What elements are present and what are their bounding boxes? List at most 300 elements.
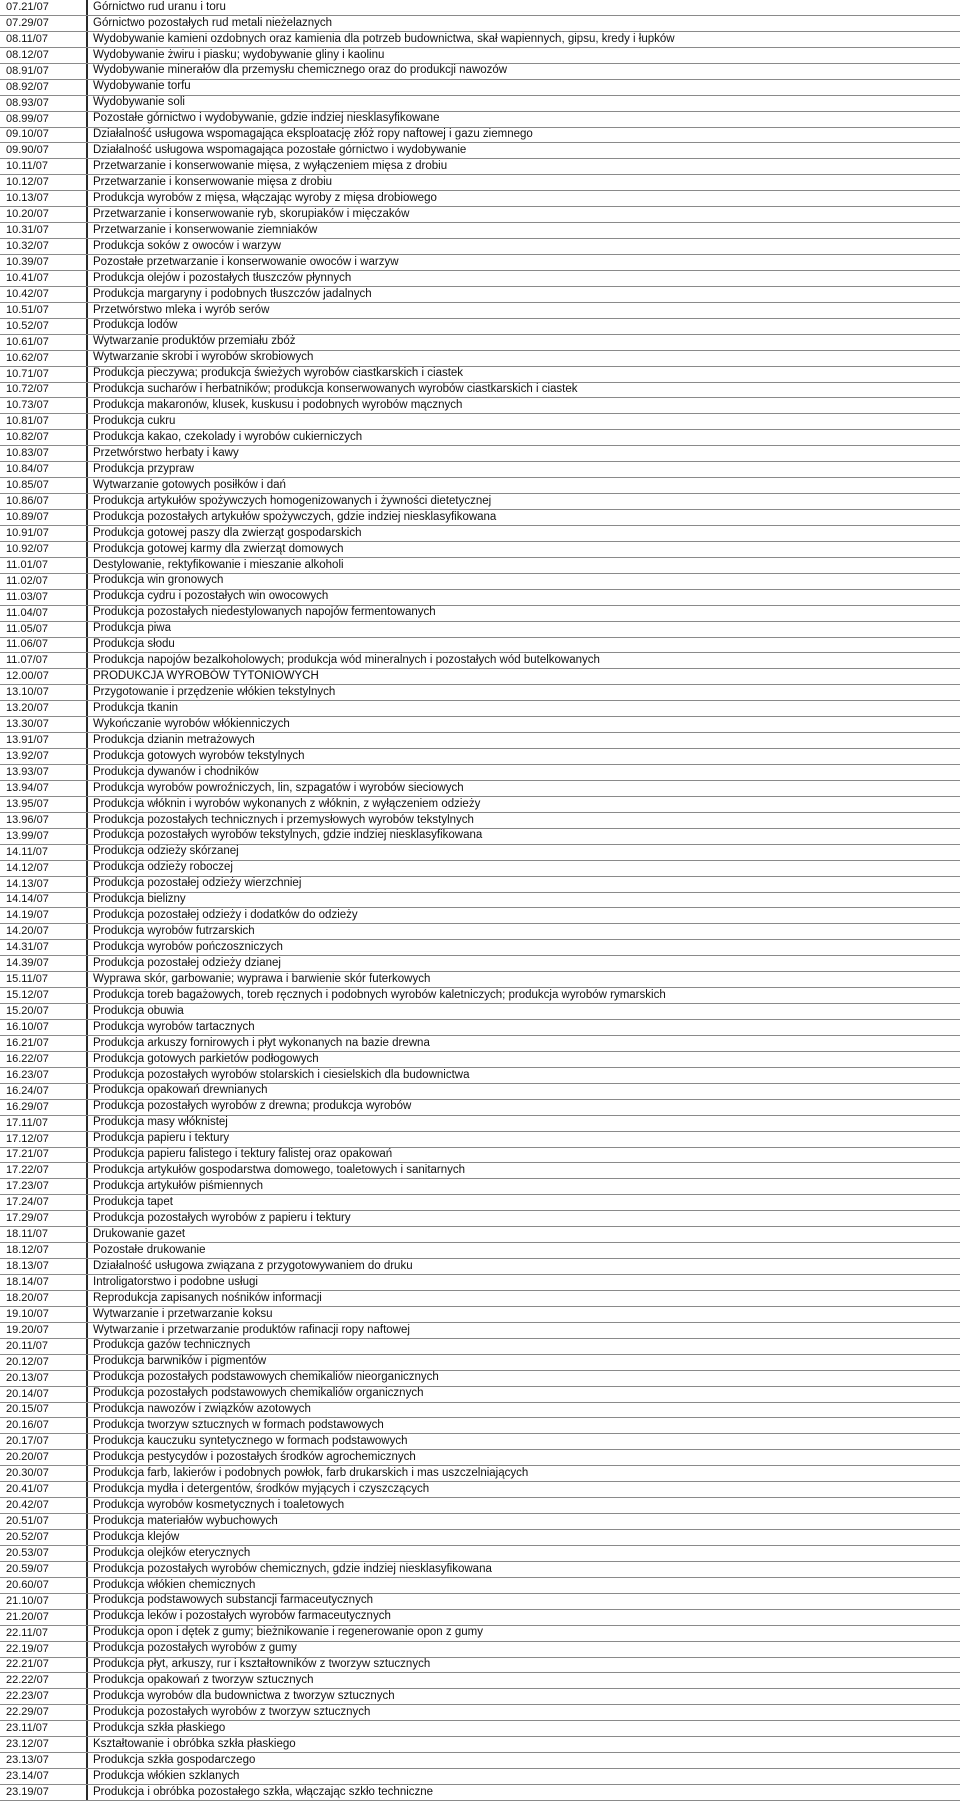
activity-name-cell: Działalność usługowa wspomagająca eksploatację złóż ropy naftowej i gazu ziemnego xyxy=(93,128,533,141)
table-row xyxy=(0,96,960,112)
table-row xyxy=(0,1769,960,1785)
activity-name-cell: Produkcja gotowej karmy dla zwierząt domowych xyxy=(93,542,344,555)
activity-code-cell: 20.14/07 xyxy=(0,1387,88,1402)
activity-name-cell: Produkcja pozostałych wyrobów z drewna; produkcja wyrobów xyxy=(93,1100,412,1113)
activity-name-cell: Produkcja wyrobów futrzarskich xyxy=(93,925,255,938)
activity-name-cell: Produkcja pozostałych wyrobów z tworzyw sztucznych xyxy=(93,1706,371,1719)
table-row xyxy=(0,1785,960,1801)
activity-code-cell: 21.20/07 xyxy=(0,1610,88,1625)
table-row xyxy=(0,797,960,813)
activity-code-cell: 20.13/07 xyxy=(0,1371,88,1386)
activity-name-cell: Produkcja gazów technicznych xyxy=(93,1339,251,1352)
activity-name-cell: Wydobywanie kamieni ozdobnych oraz kamienia dla potrzeb budownictwa, skał wapiennych, gipsu, kredy i łupków xyxy=(93,32,675,45)
activity-code-cell: 20.16/07 xyxy=(0,1418,88,1433)
table-row xyxy=(0,590,960,606)
activity-code-cell: 14.20/07 xyxy=(0,924,88,939)
activity-code-cell: 08.92/07 xyxy=(0,80,88,95)
activity-code-cell: 10.32/07 xyxy=(0,239,88,254)
activity-name-cell: Wytwarzanie produktów przemiału zbóż xyxy=(93,335,296,348)
table-row xyxy=(0,1227,960,1243)
activity-code-cell: 14.11/07 xyxy=(0,845,88,860)
table-row xyxy=(0,1626,960,1642)
activity-name-cell: Produkcja opakowań drewnianych xyxy=(93,1084,268,1097)
activity-code-cell: 18.13/07 xyxy=(0,1259,88,1274)
table-row xyxy=(0,128,960,144)
activity-name-cell: Pozostałe drukowanie xyxy=(93,1243,206,1256)
activity-name-cell: Produkcja wyrobów pończoszniczych xyxy=(93,941,283,954)
activity-name-cell: Produkcja tapet xyxy=(93,1196,173,1209)
activity-code-cell: 23.19/07 xyxy=(0,1785,88,1800)
activity-name-cell: Produkcja szkła gospodarczego xyxy=(93,1753,256,1766)
activity-name-cell: Produkcja tworzyw sztucznych w formach podstawowych xyxy=(93,1419,384,1432)
activity-code-cell: 10.91/07 xyxy=(0,526,88,541)
table-row xyxy=(0,303,960,319)
activity-name-cell: Produkcja farb, lakierów i podobnych powłok, farb drukarskich i mas uszczelniających xyxy=(93,1466,529,1479)
activity-name-cell: Produkcja dzianin metrażowych xyxy=(93,733,255,746)
table-row xyxy=(0,669,960,685)
activity-code-cell: 09.10/07 xyxy=(0,128,88,143)
activity-name-cell: Produkcja pestycydów i pozostałych środków agrochemicznych xyxy=(93,1451,416,1464)
activity-code-cell: 10.84/07 xyxy=(0,462,88,477)
activity-name-cell: Produkcja wyrobów tartacznych xyxy=(93,1020,255,1033)
activity-code-cell: 14.14/07 xyxy=(0,893,88,908)
activity-code-cell: 14.31/07 xyxy=(0,940,88,955)
table-row xyxy=(0,446,960,462)
table-row xyxy=(0,239,960,255)
activity-code-cell: 18.12/07 xyxy=(0,1243,88,1258)
table-row xyxy=(0,701,960,717)
activity-code-cell: 10.13/07 xyxy=(0,191,88,206)
activity-code-cell: 16.22/07 xyxy=(0,1052,88,1067)
activity-code-cell: 13.95/07 xyxy=(0,797,88,812)
table-row xyxy=(0,1259,960,1275)
table-row xyxy=(0,1642,960,1658)
table-row xyxy=(0,1004,960,1020)
activity-code-cell: 10.52/07 xyxy=(0,319,88,334)
activity-name-cell: Produkcja opakowań z tworzyw sztucznych xyxy=(93,1674,314,1687)
table-row xyxy=(0,1562,960,1578)
activity-name-cell: Produkcja sucharów i herbatników; produkcja konserwowanych wyrobów ciastkarskich i ciastek xyxy=(93,383,578,396)
table-row xyxy=(0,1179,960,1195)
table-row xyxy=(0,510,960,526)
activity-code-cell: 10.83/07 xyxy=(0,446,88,461)
table-row xyxy=(0,988,960,1004)
activity-code-cell: 23.12/07 xyxy=(0,1737,88,1752)
activity-code-cell: 20.51/07 xyxy=(0,1514,88,1529)
table-row xyxy=(0,1498,960,1514)
activity-name-cell: Produkcja pozostałej odzieży i dodatków do odzieży xyxy=(93,909,358,922)
activity-code-cell: 23.14/07 xyxy=(0,1769,88,1784)
table-row xyxy=(0,1307,960,1323)
activity-code-cell: 10.20/07 xyxy=(0,207,88,222)
activity-code-cell: 13.92/07 xyxy=(0,749,88,764)
table-row xyxy=(0,64,960,80)
table-row xyxy=(0,1721,960,1737)
activity-name-cell: Produkcja piwa xyxy=(93,622,171,635)
table-row xyxy=(0,1148,960,1164)
activity-name-cell: Produkcja papieru i tektury xyxy=(93,1132,230,1145)
activity-code-cell: 10.92/07 xyxy=(0,542,88,557)
activity-name-cell: Wytwarzanie i przetwarzanie produktów rafinacji ropy naftowej xyxy=(93,1323,410,1336)
activity-code-cell: 22.21/07 xyxy=(0,1658,88,1673)
activity-name-cell: Górnictwo rud uranu i toru xyxy=(93,0,226,13)
table-row xyxy=(0,287,960,303)
table-row xyxy=(0,335,960,351)
table-row xyxy=(0,1610,960,1626)
activity-code-cell: 14.12/07 xyxy=(0,861,88,876)
activity-code-cell: 20.20/07 xyxy=(0,1450,88,1465)
table-row xyxy=(0,653,960,669)
activity-code-cell: 21.10/07 xyxy=(0,1594,88,1609)
activity-name-cell: Produkcja pozostałych wyrobów z papieru i tektury xyxy=(93,1211,351,1224)
activity-name-cell: Produkcja pieczywa; produkcja świeżych wyrobów ciastkarskich i ciastek xyxy=(93,367,464,380)
activity-code-cell: 22.29/07 xyxy=(0,1705,88,1720)
activity-name-cell: Produkcja materiałów wybuchowych xyxy=(93,1514,278,1527)
activity-code-cell: 20.15/07 xyxy=(0,1403,88,1418)
activity-code-cell: 11.01/07 xyxy=(0,558,88,573)
table-row xyxy=(0,1163,960,1179)
table-row xyxy=(0,32,960,48)
activity-name-cell: Introligatorstwo i podobne usługi xyxy=(93,1275,258,1288)
table-row xyxy=(0,1673,960,1689)
activity-name-cell: Produkcja kauczuku syntetycznego w formach podstawowych xyxy=(93,1435,408,1448)
table-row xyxy=(0,638,960,654)
table-row xyxy=(0,319,960,335)
activity-name-cell: Destylowanie, rektyfikowanie i mieszanie alkoholi xyxy=(93,558,344,571)
activity-name-cell: Produkcja barwników i pigmentów xyxy=(93,1355,267,1368)
table-row xyxy=(0,781,960,797)
activity-code-cell: 13.94/07 xyxy=(0,781,88,796)
activity-name-cell: Produkcja pozostałych technicznych i przemysłowych wyrobów tekstylnych xyxy=(93,813,474,826)
table-row xyxy=(0,1482,960,1498)
table-row xyxy=(0,829,960,845)
activity-name-cell: Produkcja tkanin xyxy=(93,701,179,714)
activity-code-cell: 14.13/07 xyxy=(0,877,88,892)
activity-name-cell: Produkcja lodów xyxy=(93,319,178,332)
table-row xyxy=(0,159,960,175)
activity-code-cell: 10.72/07 xyxy=(0,383,88,398)
activity-code-cell: 22.22/07 xyxy=(0,1673,88,1688)
activity-code-cell: 11.05/07 xyxy=(0,622,88,637)
activity-code-cell: 19.10/07 xyxy=(0,1307,88,1322)
activity-name-cell: Wydobywanie torfu xyxy=(93,80,191,93)
table-row xyxy=(0,0,960,16)
activity-name-cell: Przetwarzanie i konserwowanie mięsa z drobiu xyxy=(93,176,333,189)
activity-name-cell: Produkcja płyt, arkuszy, rur i kształtowników z tworzyw sztucznych xyxy=(93,1658,431,1671)
table-row xyxy=(0,1737,960,1753)
activity-code-cell: 10.85/07 xyxy=(0,478,88,493)
table-row xyxy=(0,1514,960,1530)
activity-name-cell: Produkcja olejów i pozostałych tłuszczów płynnych xyxy=(93,271,352,284)
activity-name-cell: Produkcja gotowych parkietów podłogowych xyxy=(93,1052,319,1065)
activity-code-cell: 19.20/07 xyxy=(0,1323,88,1338)
activity-name-cell: Produkcja pozostałych podstawowych chemikaliów nieorganicznych xyxy=(93,1371,439,1384)
table-row xyxy=(0,1546,960,1562)
table-row xyxy=(0,574,960,590)
table-row xyxy=(0,1195,960,1211)
activity-name-cell: Produkcja artykułów piśmiennych xyxy=(93,1180,264,1193)
table-row xyxy=(0,191,960,207)
activity-name-cell: Produkcja klejów xyxy=(93,1530,180,1543)
activity-name-cell: Produkcja cydru i pozostałych win owocowych xyxy=(93,590,329,603)
activity-name-cell: Produkcja pozostałej odzieży wierzchniej xyxy=(93,877,302,890)
table-row xyxy=(0,1339,960,1355)
activity-name-cell: Produkcja wyrobów kosmetycznych i toaletowych xyxy=(93,1498,345,1511)
activity-code-cell: 13.30/07 xyxy=(0,717,88,732)
activity-name-cell: Produkcja pozostałych wyrobów z gumy xyxy=(93,1642,297,1655)
activity-code-cell: 10.61/07 xyxy=(0,335,88,350)
activity-name-cell: Produkcja opon i dętek z gumy; bieżnikowanie i regenerowanie opon z gumy xyxy=(93,1626,483,1639)
activity-code-cell: 10.73/07 xyxy=(0,398,88,413)
activity-name-cell: Produkcja arkuszy fornirowych i płyt wykonanych na bazie drewna xyxy=(93,1036,430,1049)
table-row xyxy=(0,845,960,861)
activity-code-cell: 20.11/07 xyxy=(0,1339,88,1354)
table-row xyxy=(0,175,960,191)
activity-name-cell: Produkcja soków z owoców i warzyw xyxy=(93,239,281,252)
activity-code-cell: 20.12/07 xyxy=(0,1355,88,1370)
table-row xyxy=(0,622,960,638)
activity-name-cell: Produkcja podstawowych substancji farmaceutycznych xyxy=(93,1594,373,1607)
activity-name-cell: Produkcja szkła płaskiego xyxy=(93,1721,226,1734)
table-row xyxy=(0,414,960,430)
activity-code-cell: 20.41/07 xyxy=(0,1482,88,1497)
activity-code-cell: 12.00/07 xyxy=(0,669,88,684)
activity-code-cell: 18.14/07 xyxy=(0,1275,88,1290)
activity-name-cell: Przetwórstwo herbaty i kawy xyxy=(93,446,239,459)
activity-name-cell: Produkcja mydła i detergentów, środków myjących i czyszczących xyxy=(93,1482,430,1495)
activity-code-cell: 20.60/07 xyxy=(0,1578,88,1593)
activity-code-cell: 10.86/07 xyxy=(0,494,88,509)
activity-name-cell: Produkcja pozostałych artykułów spożywczych, gdzie indziej niesklasyfikowana xyxy=(93,510,497,523)
table-row xyxy=(0,255,960,271)
table-row xyxy=(0,908,960,924)
table-row xyxy=(0,606,960,622)
activity-name-cell: Produkcja obuwia xyxy=(93,1004,184,1017)
table-row xyxy=(0,80,960,96)
table-row xyxy=(0,893,960,909)
table-row xyxy=(0,1036,960,1052)
table-row xyxy=(0,749,960,765)
activity-name-cell: Produkcja włóknin i wyrobów wykonanych z włóknin, z wyłączeniem odzieży xyxy=(93,797,481,810)
activity-code-cell: 14.39/07 xyxy=(0,956,88,971)
activity-code-cell: 16.10/07 xyxy=(0,1020,88,1035)
activity-name-cell: Produkcja pozostałych wyrobów chemicznych, gdzie indziej niesklasyfikowana xyxy=(93,1562,492,1575)
activity-name-cell: Produkcja wyrobów powroźniczych, lin, szpagatów i wyrobów sieciowych xyxy=(93,781,464,794)
activity-name-cell: Pozostałe górnictwo i wydobywanie, gdzie indziej niesklasyfikowane xyxy=(93,112,440,125)
activity-code-cell: 17.21/07 xyxy=(0,1148,88,1163)
activity-name-cell: Pozostałe przetwarzanie i konserwowanie owoców i warzyw xyxy=(93,255,399,268)
table-row xyxy=(0,430,960,446)
activity-code-cell: 18.20/07 xyxy=(0,1291,88,1306)
activity-name-cell: Produkcja kakao, czekolady i wyrobów cukierniczych xyxy=(93,431,363,444)
table-row xyxy=(0,16,960,32)
activity-name-cell: Produkcja bielizny xyxy=(93,893,186,906)
activity-code-cell: 18.11/07 xyxy=(0,1227,88,1242)
table-row xyxy=(0,143,960,159)
activity-code-cell: 15.12/07 xyxy=(0,988,88,1003)
table-row xyxy=(0,351,960,367)
activity-code-cell: 15.11/07 xyxy=(0,972,88,987)
activity-code-cell: 16.29/07 xyxy=(0,1100,88,1115)
activity-code-cell: 10.39/07 xyxy=(0,255,88,270)
activity-code-cell: 22.19/07 xyxy=(0,1642,88,1657)
activity-name-cell: Działalność usługowa wspomagająca pozostałe górnictwo i wydobywanie xyxy=(93,144,467,157)
activity-name-cell: Wydobywanie żwiru i piasku; wydobywanie gliny i kaolinu xyxy=(93,48,385,61)
activity-code-cell: 11.02/07 xyxy=(0,574,88,589)
activity-name-cell: Produkcja artykułów gospodarstwa domowego, toaletowych i sanitarnych xyxy=(93,1164,466,1177)
activity-code-cell: 08.91/07 xyxy=(0,64,88,79)
table-row xyxy=(0,1753,960,1769)
activity-code-cell: 08.99/07 xyxy=(0,112,88,127)
activity-name-cell: Przetwarzanie i konserwowanie mięsa, z wyłączeniem mięsa z drobiu xyxy=(93,160,448,173)
activity-code-cell: 09.90/07 xyxy=(0,143,88,158)
activity-name-cell: Produkcja masy włóknistej xyxy=(93,1116,228,1129)
activity-name-cell: Reprodukcja zapisanych nośników informacji xyxy=(93,1291,322,1304)
table-row xyxy=(0,1434,960,1450)
activity-code-cell: 17.11/07 xyxy=(0,1116,88,1131)
activity-code-cell: 17.12/07 xyxy=(0,1132,88,1147)
activity-name-cell: Produkcja włókien chemicznych xyxy=(93,1578,256,1591)
activity-name-cell: Produkcja słodu xyxy=(93,638,175,651)
activity-name-cell: Produkcja wyrobów z mięsa, włączając wyroby z mięsa drobiowego xyxy=(93,191,437,204)
activity-code-cell: 08.11/07 xyxy=(0,32,88,47)
activity-code-cell: 16.24/07 xyxy=(0,1084,88,1099)
activity-name-cell: Produkcja pozostałych wyrobów stolarskich i ciesielskich dla budownictwa xyxy=(93,1068,470,1081)
activity-name-cell: Produkcja odzieży skórzanej xyxy=(93,845,239,858)
activity-name-cell: Wydobywanie soli xyxy=(93,96,185,109)
activity-code-cell: 11.03/07 xyxy=(0,590,88,605)
activity-code-cell: 08.93/07 xyxy=(0,96,88,111)
activity-code-cell: 07.29/07 xyxy=(0,16,88,31)
table-row xyxy=(0,1084,960,1100)
activity-name-cell: Produkcja dywanów i chodników xyxy=(93,765,259,778)
activity-name-cell: Wytwarzanie gotowych posiłków i dań xyxy=(93,478,286,491)
table-row xyxy=(0,1132,960,1148)
activity-code-cell: 10.71/07 xyxy=(0,367,88,382)
table-row xyxy=(0,223,960,239)
activity-code-cell: 10.89/07 xyxy=(0,510,88,525)
activity-code-cell: 17.29/07 xyxy=(0,1211,88,1226)
activity-name-cell: Produkcja włókien szklanych xyxy=(93,1769,240,1782)
activity-name-cell: Produkcja przypraw xyxy=(93,462,194,475)
table-row xyxy=(0,765,960,781)
activity-code-cell: 10.82/07 xyxy=(0,430,88,445)
activity-code-cell: 17.22/07 xyxy=(0,1163,88,1178)
table-row xyxy=(0,1466,960,1482)
activity-code-cell: 20.59/07 xyxy=(0,1562,88,1577)
activity-name-cell: Wykończanie wyrobów włókienniczych xyxy=(93,717,290,730)
table-row xyxy=(0,1211,960,1227)
activity-name-cell: Produkcja cukru xyxy=(93,415,176,428)
activity-code-cell: 23.13/07 xyxy=(0,1753,88,1768)
table-row xyxy=(0,1355,960,1371)
activity-code-cell: 10.41/07 xyxy=(0,271,88,286)
table-row xyxy=(0,48,960,64)
activity-code-cell: 13.93/07 xyxy=(0,765,88,780)
activity-name-cell: Produkcja pozostałej odzieży dzianej xyxy=(93,956,281,969)
activity-code-cell: 22.11/07 xyxy=(0,1626,88,1641)
table-row xyxy=(0,494,960,510)
activity-code-cell: 08.12/07 xyxy=(0,48,88,63)
activity-code-cell: 20.52/07 xyxy=(0,1530,88,1545)
activity-name-cell: Wyprawa skór, garbowanie; wyprawa i barwienie skór futerkowych xyxy=(93,972,431,985)
activity-name-cell: Produkcja olejków eterycznych xyxy=(93,1546,251,1559)
table-row xyxy=(0,462,960,478)
activity-name-cell: Produkcja margaryny i podobnych tłuszczów jadalnych xyxy=(93,287,372,300)
activity-code-cell: 10.62/07 xyxy=(0,351,88,366)
activity-name-cell: Produkcja leków i pozostałych wyrobów farmaceutycznych xyxy=(93,1610,391,1623)
activity-name-cell: Produkcja i obróbka pozostałego szkła, włączając szkło techniczne xyxy=(93,1785,434,1798)
table-row xyxy=(0,813,960,829)
activity-code-cell: 10.31/07 xyxy=(0,223,88,238)
table-row xyxy=(0,1530,960,1546)
table-row xyxy=(0,877,960,893)
table-row xyxy=(0,1705,960,1721)
table-row xyxy=(0,940,960,956)
activity-name-cell: Produkcja gotowych wyrobów tekstylnych xyxy=(93,749,305,762)
activity-code-cell: 07.21/07 xyxy=(0,0,88,15)
activity-name-cell: Drukowanie gazet xyxy=(93,1227,186,1240)
activity-name-cell: Przygotowanie i przędzenie włókien tekstylnych xyxy=(93,686,336,699)
table-row xyxy=(0,717,960,733)
table-row xyxy=(0,1243,960,1259)
activity-name-cell: Przetwórstwo mleka i wyrób serów xyxy=(93,303,270,316)
table-row xyxy=(0,558,960,574)
activity-code-cell: 10.11/07 xyxy=(0,159,88,174)
activity-code-cell: 22.23/07 xyxy=(0,1689,88,1704)
activity-code-cell: 20.17/07 xyxy=(0,1434,88,1449)
table-row xyxy=(0,112,960,128)
activity-name-cell: Produkcja nawozów i związków azotowych xyxy=(93,1403,311,1416)
table-row xyxy=(0,972,960,988)
activity-name-cell: Produkcja win gronowych xyxy=(93,574,224,587)
activity-code-cell: 11.04/07 xyxy=(0,606,88,621)
table-row xyxy=(0,1689,960,1705)
table-row xyxy=(0,542,960,558)
table-row xyxy=(0,367,960,383)
activity-name-cell: Produkcja wyrobów dla budownictwa z tworzyw sztucznych xyxy=(93,1690,395,1703)
table-row xyxy=(0,398,960,414)
table-row xyxy=(0,1068,960,1084)
activity-name-cell: Produkcja toreb bagażowych, toreb ręcznych i podobnych wyrobów kaletniczych; produkcja wyrobów rymarskich xyxy=(93,988,666,1001)
activity-code-cell: 20.30/07 xyxy=(0,1466,88,1481)
activity-code-cell: 17.23/07 xyxy=(0,1179,88,1194)
activity-name-cell: Działalność usługowa związana z przygotowywaniem do druku xyxy=(93,1259,413,1272)
activity-name-cell: Produkcja pozostałych niedestylowanych napojów fermentowanych xyxy=(93,606,436,619)
activity-code-cell: 14.19/07 xyxy=(0,908,88,923)
activity-name-cell: Produkcja pozostałych wyrobów tekstylnych, gdzie indziej niesklasyfikowana xyxy=(93,829,483,842)
activity-code-cell: 13.96/07 xyxy=(0,813,88,828)
activity-code-cell: 10.12/07 xyxy=(0,175,88,190)
activity-code-cell: 16.23/07 xyxy=(0,1068,88,1083)
table-row xyxy=(0,1291,960,1307)
table-row xyxy=(0,1020,960,1036)
activity-code-cell: 13.20/07 xyxy=(0,701,88,716)
activity-name-cell: Produkcja makaronów, klusek, kuskusu i podobnych wyrobów mącznych xyxy=(93,399,463,412)
table-row xyxy=(0,1578,960,1594)
activity-name-cell: Kształtowanie i obróbka szkła płaskiego xyxy=(93,1737,296,1750)
activity-code-cell: 10.81/07 xyxy=(0,414,88,429)
table-row xyxy=(0,1403,960,1419)
table-row xyxy=(0,1052,960,1068)
activity-name-cell: Górnictwo pozostałych rud metali nieżelaznych xyxy=(93,16,333,29)
activity-name-cell: Wytwarzanie i przetwarzanie koksu xyxy=(93,1307,273,1320)
activity-code-cell: 20.42/07 xyxy=(0,1498,88,1513)
activity-name-cell: Produkcja gotowej paszy dla zwierząt gospodarskich xyxy=(93,526,362,539)
activity-name-cell: Wytwarzanie skrobi i wyrobów skrobiowych xyxy=(93,351,314,364)
activity-code-cell: 13.99/07 xyxy=(0,829,88,844)
activity-name-cell: Produkcja artykułów spożywczych homogenizowanych i żywności dietetycznej xyxy=(93,494,492,507)
